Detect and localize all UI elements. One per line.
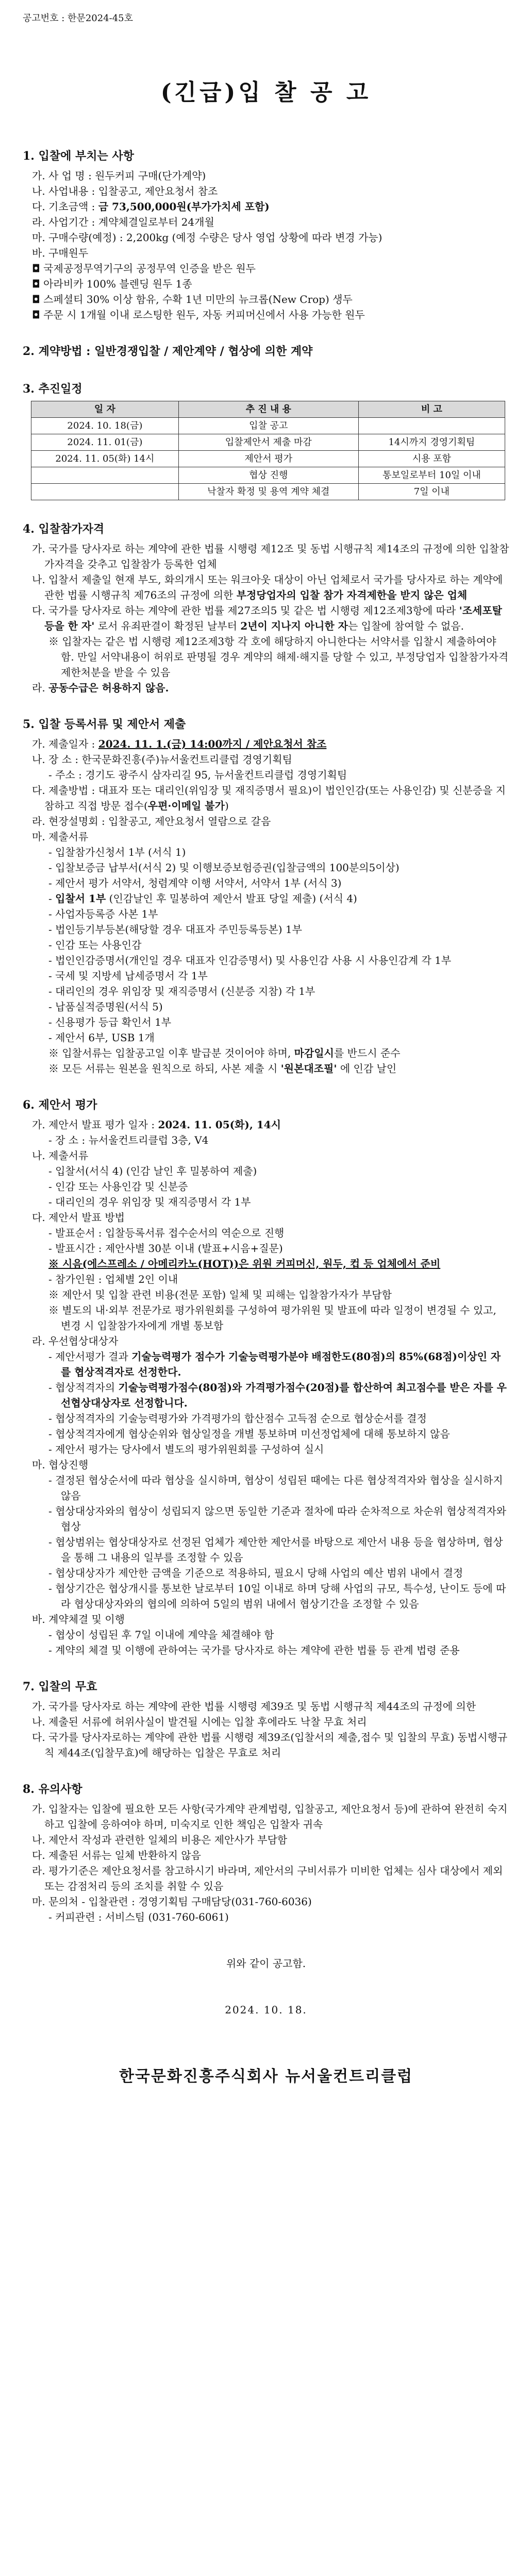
table-cell xyxy=(358,418,505,434)
text-run: ◘ 아라비카 100% 블렌딩 원두 1종 xyxy=(32,278,192,290)
text-line xyxy=(32,1117,509,1132)
text-run: 다. 제안서 발표 방법 xyxy=(32,1211,125,1224)
text-run: - 협상범위는 협상대상자로 선정된 업체가 제안한 제안서를 바탕으로 제안서 내용 등을 협상하며, 협상을 통해 그 내용의 일부를 조정할 수 있음 xyxy=(48,1536,503,1564)
text-run: - 사업자등록증 사본 1부 xyxy=(48,908,158,920)
table-cell: 14시까지 경영기획팀 xyxy=(358,434,505,451)
text-line xyxy=(32,541,509,572)
text-line xyxy=(48,1030,509,1045)
text-line xyxy=(48,1411,509,1426)
text-run: 다. 기초금액 : xyxy=(32,200,98,213)
text-run: - 장 소 : 뉴서울컨트리클럽 3층, V4 xyxy=(48,1134,209,1146)
section-title: 1. 입찰에 부치는 사항 xyxy=(23,149,134,163)
text-run: 다. 제출방법 : 대표자 또는 대리인(위임장 및 재직증명서 필요)이 법인인감(또는 사용인감) 및 신분증을 지참하고 직접 방문 접수( xyxy=(32,784,506,812)
text-line xyxy=(32,307,509,323)
text-line xyxy=(48,1627,509,1642)
text-line xyxy=(48,937,509,953)
text-run: 가. 제안서 발표 평가 일자 : xyxy=(32,1118,158,1131)
text-line xyxy=(32,1612,509,1627)
text-run: - 입찰참가신청서 1부 (서식 1) xyxy=(48,846,186,858)
text-line xyxy=(48,891,509,906)
text-line xyxy=(32,261,509,276)
section-title: 8. 유의사항 xyxy=(23,1783,82,1796)
text-run: 다. 제출된 서류는 일체 반환하지 않음 xyxy=(32,1849,201,1861)
section xyxy=(23,1097,509,1658)
text-run: - 제안서 평가 서약서, 청렴계약 이행 서약서, 서약서 1부 (서식 3) xyxy=(48,877,342,889)
text-line xyxy=(48,1380,509,1411)
table-cell: 입찰제안서 제출 마감 xyxy=(178,434,358,451)
text-line xyxy=(48,1272,509,1287)
text-run: 라. 우선협상대상자 xyxy=(32,1335,119,1347)
text-run: - 주소 : 경기도 광주시 삼자리길 95, 뉴서울컨트리클럽 경영기획팀 xyxy=(48,769,347,781)
text-run: - 법인인감증명서(개인일 경우 대표자 인감증명서) 및 사용인감 사용 시 사용인감계 각 1부 xyxy=(48,954,452,967)
text-run: 다. 국가를 당사자로 하는 계약에 관한 법률 제27조의5 및 같은 법 시행령 제12조제3항에 따라 xyxy=(32,604,459,617)
text-run: ◘ 스페셜티 30% 이상 함유, 수확 1년 미만의 뉴크롭(New Crop) 생두 xyxy=(32,293,353,306)
section xyxy=(23,1679,509,1760)
text-run: 로서 유죄판결이 확정된 날부터 xyxy=(94,620,241,632)
text-line xyxy=(32,292,509,307)
text-run: - 협상기간은 협상개시를 통보한 날로부터 10일 이내로 하며 당해 사업의 규모, 특수성, 난이도 등에 따라 협상대상자와의 협의에 의하여 5일의 범위 내에서 협상기간을 조정할 수 있음 xyxy=(48,1582,506,1610)
text-line xyxy=(32,245,509,261)
text-line xyxy=(48,1565,509,1581)
text-line xyxy=(48,860,509,875)
text-line xyxy=(48,844,509,860)
text-run: 가. 국가를 당사자로 하는 계약에 관한 법률 시행령 제12조 및 동법 시행규칙 제14조의 규정에 의한 입찰참가자격을 갖추고 입찰참가 등록한 업체 xyxy=(32,543,509,570)
text-run: - 입찰보증금 납부서(서식 2) 및 이행보증보험증권(입찰금액의 100분의5이상) xyxy=(48,861,400,874)
text-line xyxy=(32,680,509,696)
text-line xyxy=(32,829,509,844)
text-run: 2024. 11. 1.(금) 14:00까지 / 제안요청서 참조 xyxy=(98,738,327,750)
text-line xyxy=(32,752,509,767)
text-line xyxy=(32,1333,509,1349)
text-run: 는 입찰에 참여할 수 없음. xyxy=(347,620,464,632)
text-line xyxy=(48,1909,509,1925)
text-run: ※ 제안서 및 입찰 관련 비용(전문 포함) 일체 및 피해는 입찰참가자가 부담함 xyxy=(48,1289,392,1301)
schedule-table xyxy=(31,401,505,500)
text-line xyxy=(32,814,509,829)
text-run: 에 인감 날인 xyxy=(337,1062,397,1075)
text-line xyxy=(48,1256,509,1272)
text-line xyxy=(32,572,509,603)
text-line xyxy=(32,276,509,292)
text-run: - 협상적격자의 기술능력평가와 가격평가의 합산점수 고득점 순으로 협상순서를 결정 xyxy=(48,1412,427,1425)
text-line xyxy=(32,783,509,814)
text-line xyxy=(48,1426,509,1442)
text-run: - 참가인원 : 업체별 2인 이내 xyxy=(48,1273,178,1285)
text-line xyxy=(32,1714,509,1730)
text-line xyxy=(48,1194,509,1210)
text-run: ◘ 국제공정무역기구의 공정무역 인증을 받은 원두 xyxy=(32,262,256,275)
text-line xyxy=(48,1302,509,1333)
text-line xyxy=(48,1442,509,1457)
text-run: 가. 제출일자 : xyxy=(32,738,98,750)
text-run: 를 반드시 준수 xyxy=(334,1047,401,1059)
text-line xyxy=(48,968,509,984)
text-run: 나. 장 소 : 한국문화진흥(주)뉴서울컨트리클럽 경영기획팀 xyxy=(32,753,292,766)
text-run: - 제안서 평가는 당사에서 별도의 평가위원회를 구성하여 실시 xyxy=(48,1443,324,1455)
text-line xyxy=(32,1148,509,1163)
text-line xyxy=(32,1894,509,1909)
table-row xyxy=(31,418,505,434)
text-run: - 제안서평가 결과 xyxy=(48,1350,132,1363)
table-cell: 통보일로부터 10일 이내 xyxy=(358,467,505,484)
organization-name: 한국문화진흥주식회사 뉴서울컨트리클럽 xyxy=(119,2067,413,2086)
text-run: 우편·이메일 불가 xyxy=(147,800,225,812)
text-run: 바. 계약체결 및 이행 xyxy=(32,1613,125,1625)
table-cell: 2024. 11. 05(화) 14시 xyxy=(31,451,179,467)
text-run: ※ 별도의 내·외부 전문가로 평가위원회를 구성하여 평가위원 및 발표에 따라 일정이 변경될 수 있고, 변경 시 입찰참가자에게 개별 통보함 xyxy=(48,1304,496,1332)
text-run: 2년이 지나지 아니한 자 xyxy=(240,620,348,632)
notice-date: 2024. 10. 18. xyxy=(225,2004,307,2016)
text-line xyxy=(48,1287,509,1302)
text-line xyxy=(32,168,509,183)
text-run: 나. 입찰서 제출일 현재 부도, 화의개시 또는 워크아웃 대상이 아닌 업체로서 국가를 당사자로 하는 계약에 관한 법률 시행규칙 제76조의 규정에 의한 xyxy=(32,573,503,601)
text-line xyxy=(32,603,509,634)
text-run: - 발표순서 : 입찰등록서류 접수순서의 역순으로 진행 xyxy=(48,1227,285,1239)
text-run: 마. 협상진행 xyxy=(32,1459,89,1471)
text-run: - 제안서 6부, USB 1개 xyxy=(48,1031,155,1044)
section xyxy=(23,381,509,500)
text-line xyxy=(32,1801,509,1832)
text-run: ※ 시음(에스프레소 / 아메리카노(HOT))은 위원 커피머신, 원두, 컵 등 업체에서 준비 xyxy=(48,1258,441,1270)
text-line xyxy=(48,999,509,1014)
table-cell: 시용 포함 xyxy=(358,451,505,467)
section-title: 4. 입찰참가자격 xyxy=(23,522,105,536)
text-run: 마. 문의처 - 입찰관련 : 경영기획팀 구매담당(031-760-6036) xyxy=(32,1895,312,1908)
column-header: 추 진 내 용 xyxy=(178,401,358,418)
text-run: '원본대조필' xyxy=(280,1062,337,1075)
text-line xyxy=(32,736,509,752)
text-run: 바. 구매원두 xyxy=(32,247,89,259)
text-run: - 발표시간 : 제안사별 30분 이내 (발표+시음+질문) xyxy=(48,1242,283,1255)
closing-text: 위와 같이 공고함. xyxy=(226,1957,306,1970)
table-row xyxy=(31,451,505,467)
text-line xyxy=(48,1241,509,1256)
text-run: - 인감 또는 사용인감 xyxy=(48,939,142,951)
text-run: - 협상적격자의 xyxy=(48,1381,119,1394)
text-line xyxy=(48,1014,509,1030)
text-run: 기술능력평가 점수가 기술능력평가분야 배점한도(80점)의 85%(68점)이상인 자를 협상적격자로 선정한다. xyxy=(61,1350,501,1378)
text-run: 나. 제출서류 xyxy=(32,1149,89,1162)
text-run: (인감날인 후 밀봉하여 제안서 발표 당일 제출) (서식 4) xyxy=(106,892,357,905)
table-row xyxy=(31,467,505,484)
text-run: 라. 사업기간 : 계약체결일로부터 24개월 xyxy=(32,216,214,228)
text-run: 부정당업자의 입찰 참가 자격제한을 받지 않은 업체 xyxy=(236,589,468,601)
table-cell xyxy=(31,467,179,484)
text-run: 금 73,500,000원(부가가치세 포함) xyxy=(98,200,270,213)
text-run: - 협상이 성립된 후 7일 이내에 계약을 체결해야 함 xyxy=(48,1629,274,1641)
section-title: 7. 입찰의 무효 xyxy=(23,1680,97,1693)
text-run: - 법인등기부등본(해당할 경우 대표자 주민등록등본) 1부 xyxy=(48,923,302,936)
text-run: 공동수급은 허용하지 않음. xyxy=(48,682,169,694)
text-line xyxy=(48,767,509,783)
text-line xyxy=(48,1503,509,1534)
text-run: ◘ 주문 시 1개월 이내 로스팅한 원두, 자동 커피머신에서 사용 가능한 원두 xyxy=(32,309,365,321)
page-title: (긴급)입 찰 공 고 xyxy=(160,79,372,106)
text-run: 나. 제안서 작성과 관련한 일체의 비용은 제안사가 부담함 xyxy=(32,1834,288,1846)
text-line xyxy=(48,1061,509,1076)
section-title: 5. 입찰 등록서류 및 제안서 제출 xyxy=(23,718,186,731)
text-run: 마. 구매수량(예정) : 2,200kg (예정 수량은 당사 영업 상황에 따라 변경 가능) xyxy=(32,231,383,244)
table-header-row xyxy=(31,401,505,418)
text-run: 라. 평가기준은 제안요청서를 참고하시기 바라며, 제안서의 구비서류가 미비한 업체는 심사 대상에서 제외 또는 감점처리 등의 조치를 취할 수 있음 xyxy=(32,1865,503,1892)
text-run: 나. 제출된 서류에 허위사실이 발견될 시에는 입찰 후에라도 낙찰 무효 처리 xyxy=(32,1716,367,1728)
text-run: 가. 사 업 명 : 원두커피 구매(단가계약) xyxy=(32,170,206,182)
column-header: 비 고 xyxy=(358,401,505,418)
text-run: - 협상대상자와의 협상이 성립되지 않으면 동일한 기준과 절차에 따라 순차적으로 차순위 협상적격자와 협상 xyxy=(48,1505,507,1533)
text-line xyxy=(32,1457,509,1472)
section xyxy=(23,343,509,360)
text-line xyxy=(48,1534,509,1565)
text-line xyxy=(32,183,509,199)
text-run: - 대리인의 경우 위임장 및 재직증명서 (신분증 지참) 각 1부 xyxy=(48,985,315,997)
column-header: 일 자 xyxy=(31,401,179,418)
table-cell: 2024. 11. 01(금) xyxy=(31,434,179,451)
text-run: 라. xyxy=(32,682,49,694)
text-run: - 국세 및 지방세 납세증명서 각 1부 xyxy=(48,970,208,982)
text-line xyxy=(32,230,509,245)
text-line xyxy=(32,1730,509,1760)
text-run: - 인감 또는 사용인감 및 신분증 xyxy=(48,1180,188,1193)
text-run: 가. 입찰자는 입찰에 필요한 모든 사항(국가계약 관계법령, 입찰공고, 제안요청서 등)에 관하여 완전히 숙지하고 입찰에 응하여야 하며, 미숙지로 인한 책임은 입찰자 귀속 xyxy=(32,1803,508,1831)
text-run: ) xyxy=(224,800,229,812)
text-run: ※ 입찰자는 같은 법 시행령 제12조제3항 각 호에 해당하지 아니한다는 서약서를 입찰시 제출하여야 함. 만일 서약내용이 허위로 판명될 경우 계약의 해제·해지를 당할 수 있고, 부정당업자 입찰참가자격제한처분을 받을 수 있음 xyxy=(48,635,509,679)
text-line xyxy=(32,1832,509,1848)
text-run: - xyxy=(48,892,56,905)
text-run: - 입찰서(서식 4) (인감 날인 후 밀봉하여 제출) xyxy=(48,1165,257,1177)
text-run: ※ 입찰서류는 입찰공고일 이후 발급분 것이어야 하며, xyxy=(48,1047,294,1059)
section xyxy=(23,1781,509,1925)
text-run: '조세포탈 등을 한 자' xyxy=(44,604,502,632)
text-line xyxy=(48,1349,509,1380)
text-run: 기술능력평가점수(80점)와 가격평가점수(20점)를 합산하여 최고점수를 받은 자를 우선협상대상자로 선정합니다. xyxy=(61,1381,507,1409)
text-line xyxy=(48,906,509,922)
table-cell: 제안서 평가 xyxy=(178,451,358,467)
text-run: - 결정된 협상순서에 따라 협상을 실시하며, 협상이 성립된 때에는 다른 협상적격자와 협상을 실시하지 않음 xyxy=(48,1474,503,1502)
text-run: ※ 모든 서류는 원본을 원칙으로 하되, 사본 제출 시 xyxy=(48,1062,281,1075)
table-row xyxy=(31,434,505,451)
table-cell: 2024. 10. 18(금) xyxy=(31,418,179,434)
text-run: 라. 현장설명회 : 입찰공고, 제안요청서 열람으로 갈음 xyxy=(32,815,271,827)
text-line xyxy=(48,1642,509,1658)
sections-container xyxy=(23,148,509,1925)
table-row xyxy=(31,484,505,500)
section xyxy=(23,521,509,696)
text-run: - 대리인의 경우 위임장 및 재직증명서 각 1부 xyxy=(48,1196,251,1208)
text-line xyxy=(48,634,509,680)
table-cell: 입찰 공고 xyxy=(178,418,358,434)
text-line xyxy=(48,922,509,937)
text-line xyxy=(48,1163,509,1179)
text-line xyxy=(48,984,509,999)
text-run: - 협상적격자에게 협상순위와 협상일정을 개별 통보하며 미선정업체에 대해 통보하지 않음 xyxy=(48,1428,450,1440)
section-title: 6. 제안서 평가 xyxy=(23,1098,97,1112)
text-line xyxy=(32,1210,509,1225)
text-line xyxy=(32,214,509,230)
table-cell: 협상 진행 xyxy=(178,467,358,484)
text-line xyxy=(48,1132,509,1148)
text-line xyxy=(48,1045,509,1061)
text-run: 마. 제출서류 xyxy=(32,831,89,843)
text-line xyxy=(48,1225,509,1241)
text-line xyxy=(48,1472,509,1503)
section-title: 3. 추진일정 xyxy=(23,382,82,396)
text-run: 2024. 11. 05(화), 14시 xyxy=(158,1118,281,1131)
text-line xyxy=(32,199,509,214)
text-line xyxy=(48,1179,509,1194)
text-line xyxy=(32,1848,509,1863)
text-run: 나. 사업내용 : 입찰공고, 제안요청서 참조 xyxy=(32,185,218,197)
text-run: 입찰서 1부 xyxy=(55,892,106,905)
text-line xyxy=(32,1699,509,1714)
text-run: - 신용평가 등급 확인서 1부 xyxy=(48,1016,172,1028)
text-run: - 납품실적증명원(서식 5) xyxy=(48,1001,163,1013)
table-cell: 낙찰자 확정 및 용역 계약 체결 xyxy=(178,484,358,500)
text-run: - 커피관련 : 서비스팀 (031-760-6061) xyxy=(48,1911,229,1923)
text-line xyxy=(48,953,509,968)
notice-number: 공고번호 : 한문2024-45호 xyxy=(23,13,134,24)
section xyxy=(23,148,509,323)
text-line xyxy=(48,1581,509,1612)
text-run: - 협상대상자가 제안한 금액을 기준으로 적용하되, 필요시 당해 사업의 예산 범위 내에서 결정 xyxy=(48,1567,463,1579)
text-line xyxy=(32,1863,509,1894)
section xyxy=(23,716,509,1076)
section-title: 2. 계약방법 : 일반경쟁입찰 / 제안계약 / 협상에 의한 계약 xyxy=(23,345,313,358)
table-cell: 7일 이내 xyxy=(358,484,505,500)
text-run: - 계약의 체결 및 이행에 관하여는 국가를 당사자로 하는 계약에 관한 법률 등 관계 법령 준용 xyxy=(48,1644,460,1656)
text-run: 다. 국가를 당사자로하는 계약에 관한 법률 시행령 제39조(입찰서의 제출,접수 및 입찰의 무효) 동법시행규칙 제44조(입찰무효)에 해당하는 입찰은 무효로 처리 xyxy=(32,1731,508,1759)
table-cell xyxy=(31,484,179,500)
text-run: 가. 국가를 당사자로 하는 계약에 관한 법률 시행령 제39조 및 동법 시행규칙 제44조의 규정에 의한 xyxy=(32,1700,476,1713)
text-line xyxy=(48,875,509,891)
text-run: 마감일시 xyxy=(294,1047,334,1059)
